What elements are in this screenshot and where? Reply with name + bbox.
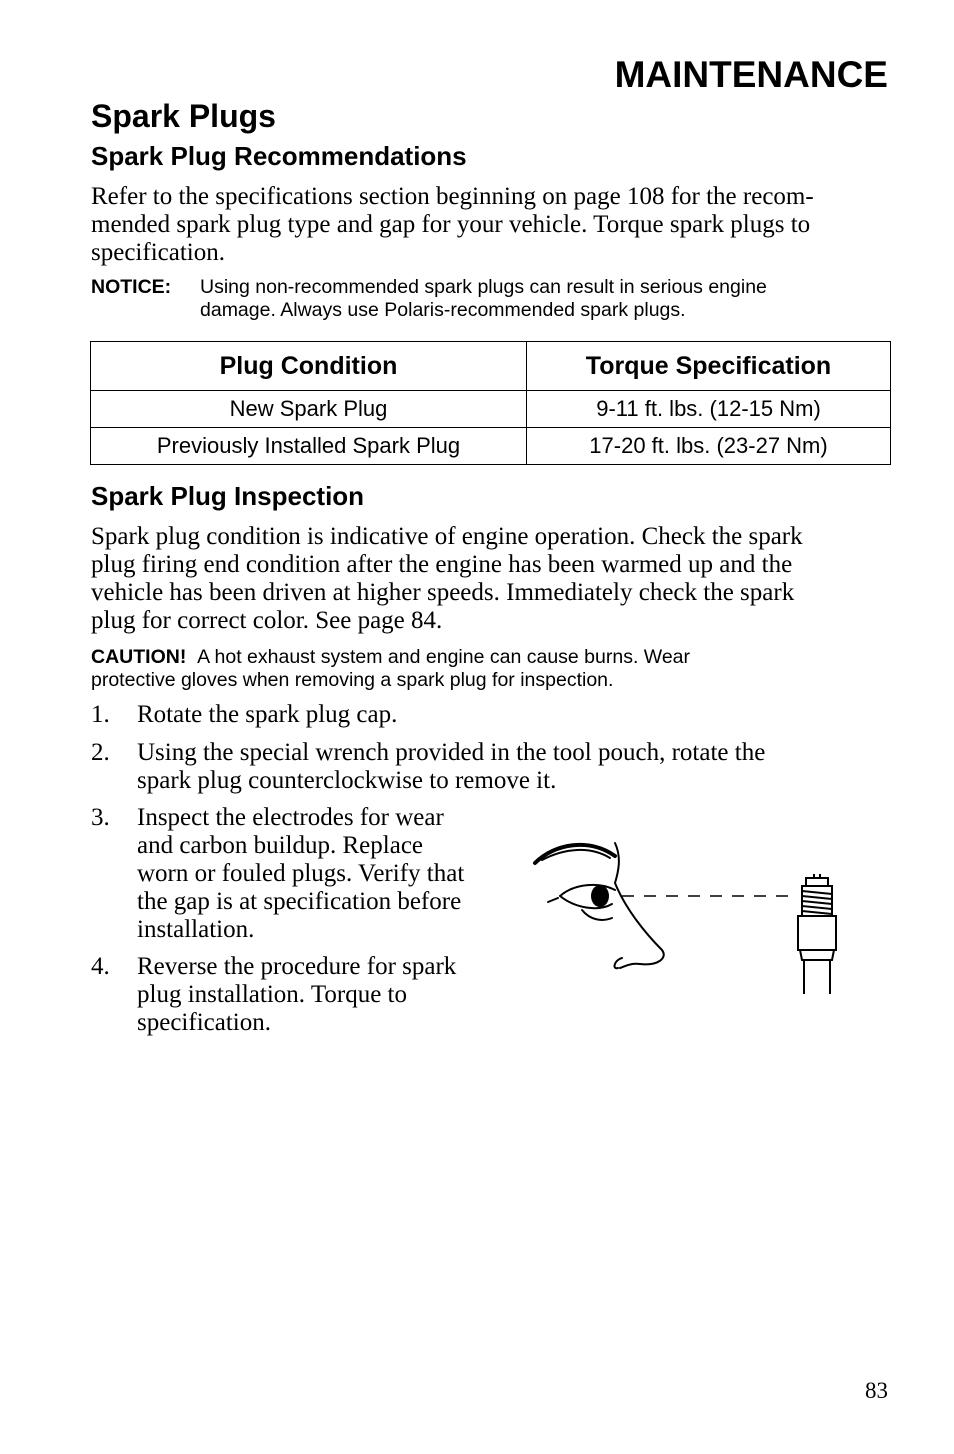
paragraph-line: specification.	[91, 239, 225, 266]
step-text: worn or fouled plugs. Verify that	[137, 860, 465, 887]
page-number: 83	[865, 1378, 888, 1403]
table-header-row	[91, 342, 891, 391]
caution-line: A hot exhaust system and engine can cause burns. Wear	[197, 646, 691, 668]
torque-table	[90, 341, 891, 465]
step-text: the gap is at specification before	[137, 888, 462, 915]
notice-label: NOTICE:	[91, 276, 172, 298]
nose-profile-icon	[615, 843, 664, 968]
step-number: 4.	[91, 953, 110, 980]
table-cell: New Spark Plug	[91, 391, 527, 428]
recommendations-heading: Spark Plug Recommendations	[91, 141, 467, 171]
paragraph-line: plug for correct color. See page 84.	[91, 607, 443, 634]
paragraph-line: mended spark plug type and gap for your vehicle. Torque spark plugs to	[91, 211, 811, 238]
section-header: MAINTENANCE	[614, 54, 888, 95]
paragraph-line: Refer to the specifications section beginning on page 108 for the recom-	[91, 183, 814, 210]
step-text: spark plug counterclockwise to remove it.	[137, 767, 557, 794]
paragraph-line: Spark plug condition is indicative of engine operation. Check the spark	[91, 523, 803, 550]
notice-line: Using non-recommended spark plugs can result in serious engine	[200, 276, 767, 298]
paragraph-line: vehicle has been driven at higher speeds. Immediately check the spark	[91, 579, 795, 606]
paragraph-line: plug firing end condition after the engine has been warmed up and the	[91, 551, 793, 578]
spark-plug-icon	[798, 874, 836, 994]
inspection-paragraph	[91, 523, 891, 635]
page-title: Spark Plugs	[91, 98, 276, 134]
table-row	[91, 391, 891, 428]
recommendations-paragraph	[91, 183, 891, 267]
eye-inspecting-spark-plug-illustration	[530, 838, 850, 1003]
table-cell: 17-20 ft. lbs. (23-27 Nm)	[527, 428, 891, 465]
step-text: specification.	[137, 1009, 271, 1036]
notice-line: damage. Always use Polaris-recommended spark plugs.	[200, 299, 686, 321]
step-number: 3.	[91, 804, 110, 831]
step-number: 2.	[91, 739, 110, 766]
step-text: Rotate the spark plug cap.	[137, 701, 398, 728]
caution-line: protective gloves when removing a spark plug for inspection.	[91, 669, 614, 691]
inspection-heading: Spark Plug Inspection	[91, 481, 365, 511]
step-text: installation.	[137, 916, 255, 943]
caution-box	[91, 646, 891, 692]
step-text: and carbon buildup. Replace	[137, 832, 424, 859]
column-header: Plug Condition	[91, 342, 527, 391]
step-text: Reverse the procedure for spark	[137, 953, 457, 980]
table-cell: Previously Installed Spark Plug	[91, 428, 527, 465]
table-cell: 9-11 ft. lbs. (12-15 Nm)	[527, 391, 891, 428]
step-text: Using the special wrench provided in the tool pouch, rotate the	[137, 739, 766, 766]
column-header: Torque Specification	[527, 342, 891, 391]
step-number: 1.	[91, 701, 110, 728]
step-text: Inspect the electrodes for wear	[137, 804, 444, 831]
table-row	[91, 428, 891, 465]
caution-label: CAUTION!	[91, 646, 187, 668]
step-text: plug installation. Torque to	[137, 981, 407, 1008]
